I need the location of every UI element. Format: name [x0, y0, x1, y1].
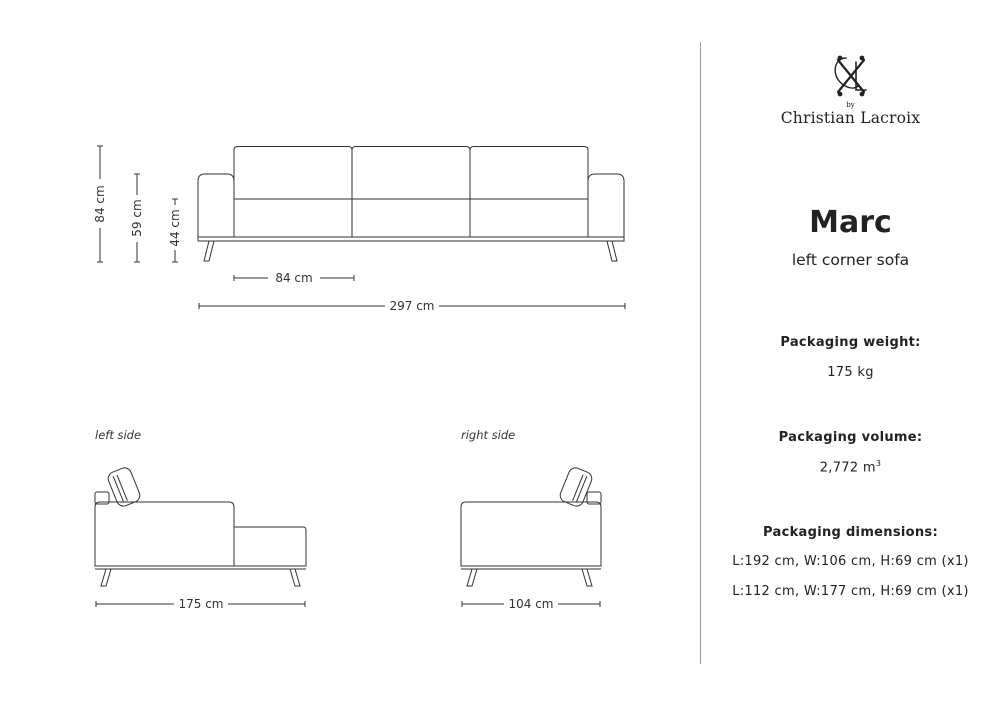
packaging-weight-title: Packaging weight: [780, 335, 921, 350]
dim-left-depth: 175 cm [178, 597, 224, 611]
dim-height-total: 84 cm [93, 185, 107, 223]
packaging-weight-value: 175 kg [827, 365, 874, 380]
volume-unit-superscript: 3 [875, 459, 882, 468]
dim-module-width: 84 cm [275, 271, 313, 285]
back-cushion [234, 147, 352, 200]
right-side-view [461, 466, 601, 586]
chaise-extension [234, 527, 306, 566]
dim-total-width: 297 cm [389, 299, 435, 313]
brand-name: Christian Lacroix [780, 109, 921, 127]
seat-cushion [352, 199, 470, 237]
left-side-view [95, 466, 306, 586]
volume-number: 2,772 m [819, 460, 876, 476]
leg [582, 569, 592, 586]
brand-logo [701, 52, 1000, 127]
packaging-dimension-line: L:112 cm, W:177 cm, H:69 cm (x1) [732, 584, 969, 599]
leg [467, 569, 477, 586]
dim-height-seat: 44 cm [168, 209, 182, 247]
seat-body [461, 502, 601, 566]
product-type: left corner sofa [791, 251, 910, 269]
product-name: Marc [809, 205, 892, 240]
brand-by: by [846, 101, 855, 109]
seat-body [95, 502, 234, 566]
seat-cushion [470, 199, 588, 237]
dim-height-back: 59 cm [130, 199, 144, 237]
left-side-label: left side [95, 428, 142, 442]
product-info-panel [701, 0, 1000, 707]
right-side-label: right side [461, 428, 516, 442]
packaging-dimension-line: L:192 cm, W:106 cm, H:69 cm (x1) [732, 554, 969, 569]
packaging-volume-value [701, 459, 1000, 475]
sofa-base [198, 237, 624, 241]
packaging-volume-title: Packaging volume: [778, 430, 923, 445]
dim-right-depth: 104 cm [508, 597, 554, 611]
front-view [198, 147, 624, 262]
cxl-monogram-icon [828, 52, 874, 100]
right-armrest [588, 174, 624, 237]
packaging-dimensions-title: Packaging dimensions: [763, 525, 938, 540]
back-cushion [352, 147, 470, 200]
front-leg-right [607, 241, 617, 261]
front-leg-left [204, 241, 214, 261]
leg [290, 569, 300, 586]
leg [101, 569, 111, 586]
back-cushion [470, 147, 588, 200]
left-armrest [198, 174, 234, 237]
seat-cushion [234, 199, 352, 237]
